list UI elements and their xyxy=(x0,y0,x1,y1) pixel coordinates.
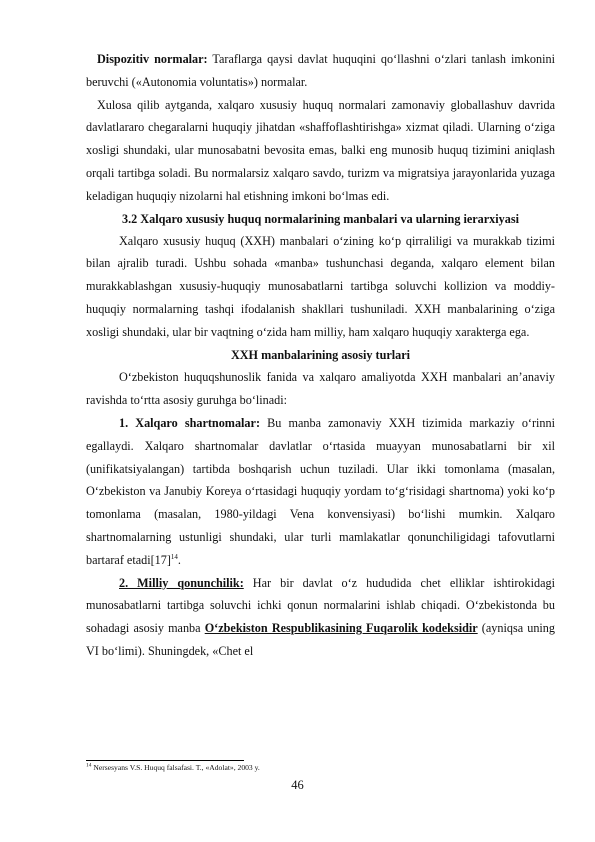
term-national-legislation: 2. Milliy qonunchilik: xyxy=(119,575,244,590)
paragraph-dispositive-norms: Dispozitiv normalar: Taraflarga qaysi davlat huquqini qo‘llashni o‘zlari tanlash imkonini beruvchi («Autonomia voluntatis») normalar. xyxy=(86,52,555,89)
footnote: $^{14}$ Nersesyans V.S. Huquq falsafasi. T., «Adolat», 2003 y. xyxy=(86,762,260,772)
paragraph-four-groups: O‘zbekiston huquqshunoslik fanida va xalqaro amaliyotda XXH manbalari an’anaviy ravishda to‘rtta asosiy guruhga bo‘linadi: xyxy=(86,370,555,408)
footnote-ref[interactable]: 14 xyxy=(170,552,178,561)
paragraph-national-legislation: 2. Milliy qonunchilik: Har bir davlat o‘z hududida chet elliklar ishtirokidagi munosabatlarni tartibga soluvchi ichki qonun normalarini ishlab chiqadi. O‘zbekistonda bu sohadagi asosiy manba O‘zbekiston Respublikasining Fuqarolik kodeksidir (ayniqsa uning VI bo‘limi). Shuningdek, «Chet el xyxy=(86,575,555,658)
section-title: 3.2 Xalqaro xususiy huquq normalarining manbalari va ularning ierarxiyasi xyxy=(122,211,519,226)
term-dispositive-norms: Dispozitiv normalar: xyxy=(97,52,208,66)
page-body xyxy=(86,48,555,663)
term-international-treaties: 1. Xalqaro shartnomalar: xyxy=(119,415,260,430)
footnote-separator xyxy=(86,760,244,761)
paragraph-sources-intro: Xalqaro xususiy huquq (XXH) manbalari o‘zining ko‘p qirraliligi va murakkab tizimi bilan ajralib turadi. Ushbu sohada «manba» tushunchasi deganda, xalqaro element bilan murakkablashgan xususiy-huquqiy munosabatlarni tartibga soluvchi kollizion va moddiy-huquqiy normalarning tashqi ifodalanish shakllari tushuniladi. XXH manbalarining o‘ziga xosligi shundaki, ular bir vaqtning o‘zida ham milliy, ham xalqaro huquqiy xarakterga ega. xyxy=(86,233,555,339)
page-number: 46 xyxy=(291,778,304,792)
paragraph-conclusion: Xulosa qilib aytganda, xalqaro xususiy huquq normalari zamonaviy globallashuv davrida davlatlararo chegaralarni huquqiy jihatdan «shaffoflashtirishga» xizmat qiladi. Ularning o‘ziga xosligi shundaki, ular munosabatni bevosita emas, balki eng munosib huquq tizimini aniqlash orqali tartibga soladi. Bu normalarsiz xalqaro savdo, turizm va migratsiya jarayonlarida yuzaga keladigan huquqiy nizolarni hal etishning imkoni bo‘lmas edi. xyxy=(86,97,555,203)
civil-code-reference: O‘zbekiston Respublikasining Fuqarolik kodeksidir xyxy=(204,621,478,636)
subheading: XXH manbalarining asosiy turlari xyxy=(230,347,411,362)
paragraph-international-treaties: 1. Xalqaro shartnomalar: Bu manba zamonaviy XXH tizimida markaziy o‘rinni egallaydi. Xalqaro shartnomalar davlatlar o‘rtasida muayyan munosabatlarni bir xil (unifikatsiyalangan) tartibda boshqarish uchun tuziladi. Ular ikki tomonlama (masalan, O‘zbekiston va Janubiy Koreya o‘rtasidagi huquqiy yordam to‘g‘risidagi shartnoma) yoki ko‘p tomonlama (masalan, 1980-yildagi Vena konvensiyasi) bo‘lishi mumkin. Xalqaro shartnomalarning ustunligi shundaki, ular turli mamlakatlar qonunchiligidagi tafovutlarni bartaraf $etadi[17]^{14}$. xyxy=(86,415,555,567)
